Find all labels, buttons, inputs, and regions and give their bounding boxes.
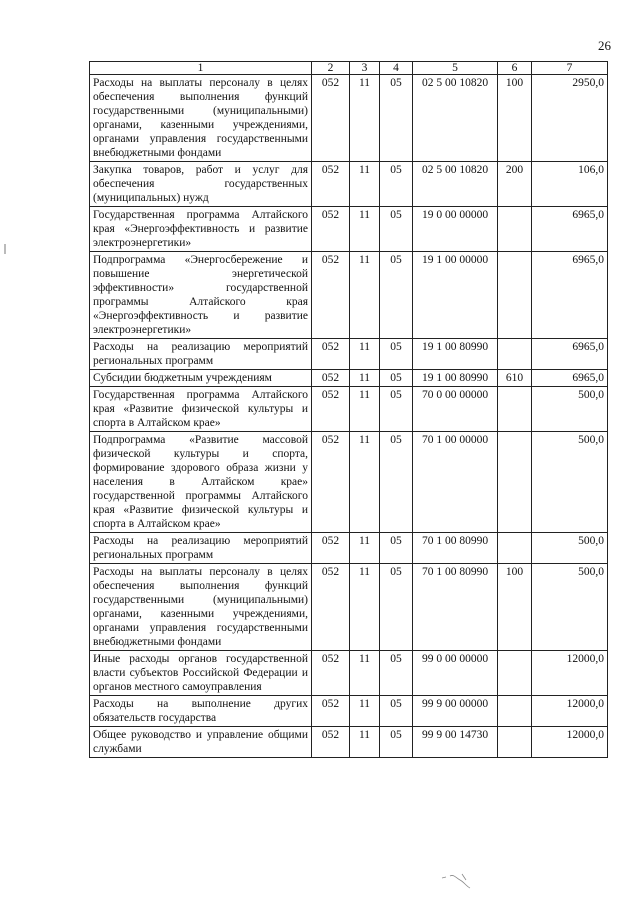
subsection-code: 05 [380,432,413,533]
ministry-code: 052 [312,533,350,564]
target-code: 19 0 00 00000 [413,207,498,252]
expense-name: Закупка товаров, работ и услуг для обеспечения государственных (муниципальных) нужд [90,162,312,207]
table-row [90,432,608,533]
expense-type-code [498,387,532,432]
subsection-code: 05 [380,370,413,387]
target-code: 19 1 00 80990 [413,339,498,370]
handwritten-mark [440,868,480,892]
expense-type-code [498,339,532,370]
column-header-5: 5 [413,62,498,75]
ministry-code: 052 [312,75,350,162]
expense-type-code [498,696,532,727]
expense-name: Общее руководство и управление общими службами [90,727,312,758]
ministry-code: 052 [312,339,350,370]
target-code: 19 1 00 80990 [413,370,498,387]
target-code: 02 5 00 10820 [413,162,498,207]
section-code: 11 [350,370,380,387]
ministry-code: 052 [312,432,350,533]
subsection-code: 05 [380,162,413,207]
table-row [90,339,608,370]
target-code: 70 0 00 00000 [413,387,498,432]
amount: 500,0 [532,564,608,651]
subsection-code: 05 [380,252,413,339]
section-code: 11 [350,651,380,696]
expense-name: Расходы на выплаты персоналу в целях обеспечения выполнения функций государственными (муниципальными) органами, казенными учреждениями, органами управления государственными внебюджетными фондами [90,75,312,162]
table-row [90,696,608,727]
amount: 6965,0 [532,370,608,387]
table-row [90,207,608,252]
table-row [90,252,608,339]
subsection-code: 05 [380,207,413,252]
expense-type-code: 610 [498,370,532,387]
expense-type-code: 100 [498,75,532,162]
amount: 6965,0 [532,207,608,252]
amount: 12000,0 [532,696,608,727]
target-code: 19 1 00 00000 [413,252,498,339]
amount: 6965,0 [532,339,608,370]
target-code: 70 1 00 80990 [413,533,498,564]
section-code: 11 [350,564,380,651]
table-row [90,651,608,696]
section-code: 11 [350,207,380,252]
table-row [90,533,608,564]
ministry-code: 052 [312,651,350,696]
table-header-row [90,62,608,75]
amount: 12000,0 [532,651,608,696]
expense-name: Подпрограмма «Развитие массовой физической культуры и спорта, формирование здорового образа жизни у населения в Алтайском крае» государственной программы Алтайского края «Развитие физической культуры и спорта в Алтайском крае» [90,432,312,533]
subsection-code: 05 [380,696,413,727]
expense-name: Расходы на реализацию мероприятий региональных программ [90,533,312,564]
table-row [90,162,608,207]
table-row [90,370,608,387]
expense-name: Расходы на выполнение других обязательств государства [90,696,312,727]
target-code: 70 1 00 00000 [413,432,498,533]
table-row [90,387,608,432]
ministry-code: 052 [312,696,350,727]
column-header-2: 2 [312,62,350,75]
amount: 500,0 [532,432,608,533]
subsection-code: 05 [380,564,413,651]
target-code: 99 9 00 00000 [413,696,498,727]
subsection-code: 05 [380,387,413,432]
subsection-code: 05 [380,651,413,696]
amount: 2950,0 [532,75,608,162]
ministry-code: 052 [312,207,350,252]
column-header-4: 4 [380,62,413,75]
subsection-code: 05 [380,727,413,758]
section-code: 11 [350,727,380,758]
subsection-code: 05 [380,533,413,564]
page-number: 26 [598,38,611,53]
amount: 500,0 [532,387,608,432]
subsection-code: 05 [380,339,413,370]
expense-type-code [498,207,532,252]
section-code: 11 [350,533,380,564]
section-code: 11 [350,339,380,370]
column-header-3: 3 [350,62,380,75]
expense-type-code [498,533,532,564]
ministry-code: 052 [312,727,350,758]
amount: 106,0 [532,162,608,207]
ministry-code: 052 [312,162,350,207]
section-code: 11 [350,696,380,727]
target-code: 99 0 00 00000 [413,651,498,696]
column-header-1: 1 [90,62,312,75]
ministry-code: 052 [312,370,350,387]
expense-type-code [498,252,532,339]
expense-type-code: 100 [498,564,532,651]
target-code: 02 5 00 10820 [413,75,498,162]
expense-type-code [498,651,532,696]
expense-name: Расходы на реализацию мероприятий региональных программ [90,339,312,370]
target-code: 99 9 00 14730 [413,727,498,758]
amount: 500,0 [532,533,608,564]
expense-type-code [498,432,532,533]
section-code: 11 [350,162,380,207]
ministry-code: 052 [312,564,350,651]
section-code: 11 [350,387,380,432]
expense-name: Подпрограмма «Энергосбережение и повышение энергетической эффективности» государственной программы Алтайского края «Энергоэффективность и развитие электроэнергетики» [90,252,312,339]
amount: 6965,0 [532,252,608,339]
amount: 12000,0 [532,727,608,758]
scan-edge-mark [4,244,6,254]
table-row [90,564,608,651]
subsection-code: 05 [380,75,413,162]
table-row [90,75,608,162]
expense-name: Расходы на выплаты персоналу в целях обеспечения выполнения функций государственными (муниципальными) органами, казенными учреждениями, органами управления государственными внебюджетными фондами [90,564,312,651]
expense-name: Государственная программа Алтайского края «Развитие физической культуры и спорта в Алтайском крае» [90,387,312,432]
section-code: 11 [350,252,380,339]
ministry-code: 052 [312,252,350,339]
target-code: 70 1 00 80990 [413,564,498,651]
table-row [90,727,608,758]
expense-name: Государственная программа Алтайского края «Энергоэффективность и развитие электроэнергетики» [90,207,312,252]
section-code: 11 [350,75,380,162]
expense-type-code: 200 [498,162,532,207]
column-header-6: 6 [498,62,532,75]
column-header-7: 7 [532,62,608,75]
expense-name: Субсидии бюджетным учреждениям [90,370,312,387]
expense-name: Иные расходы органов государственной власти субъектов Российской Федерации и органов местного самоуправления [90,651,312,696]
budget-table [89,61,608,758]
expense-type-code [498,727,532,758]
ministry-code: 052 [312,387,350,432]
section-code: 11 [350,432,380,533]
